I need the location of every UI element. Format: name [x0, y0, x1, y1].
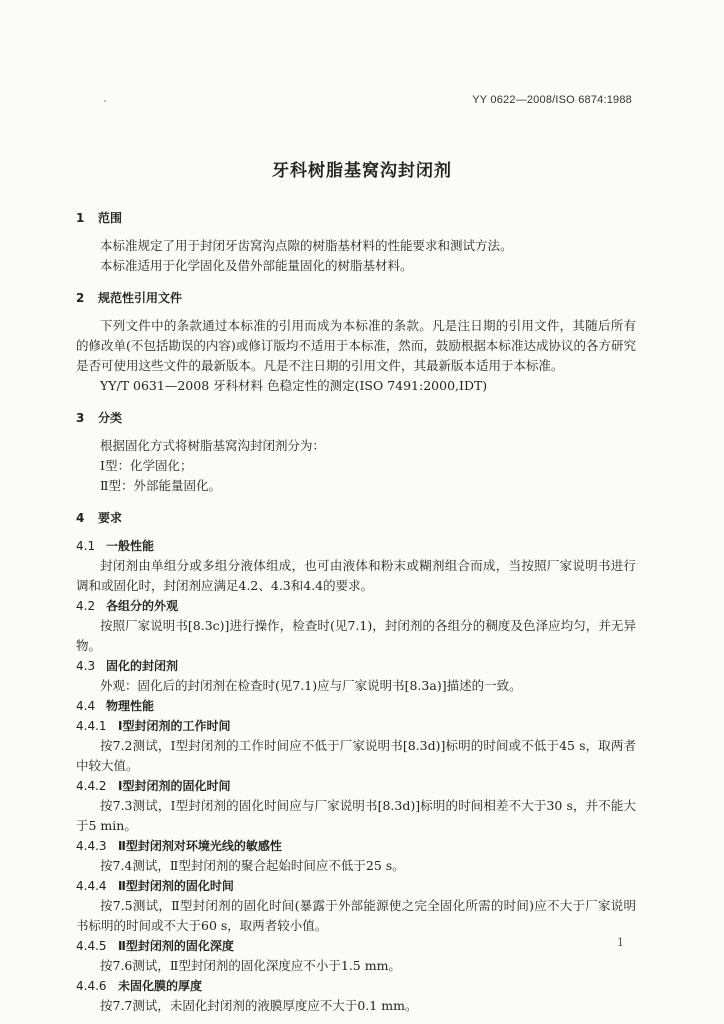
paragraph: 本标准规定了用于封闭牙齿窝沟点隙的树脂基材料的性能要求和测试方法。 [100, 238, 513, 253]
clause-number: 4.4.6 [76, 979, 107, 993]
section-title: 分类 [98, 411, 123, 425]
section-number: 4 [76, 511, 85, 525]
subsection-title: 各组分的外观 [106, 599, 179, 613]
subsection-number: 4.4 [76, 699, 96, 713]
paragraph: 按7.7测试，未固化封闭剂的液膜厚度应不大于0.1 mm。 [100, 998, 418, 1013]
clause-heading-4-4-1 [76, 716, 636, 736]
subsection-number: 4.3 [76, 659, 96, 673]
subsection-heading-4-3 [76, 656, 636, 676]
clause-title: 未固化膜的厚度 [118, 979, 203, 993]
section-number: 1 [76, 211, 85, 225]
subsection-title: 固化的封闭剂 [106, 659, 179, 673]
subsection-heading-4-2 [76, 596, 636, 616]
normative-reference: YY/T 0631—2008 牙科材料 色稳定性的测定(ISO 7491:2000,IDT) [100, 378, 488, 393]
paragraph: 按照厂家说明书[8.3c)]进行操作，检查时(见7.1)，封闭剂的各组分的稠度及色泽应均匀，并无异物。 [76, 618, 636, 653]
clause-heading-4-4-4 [76, 876, 636, 896]
clause-number: 4.4.3 [76, 839, 107, 853]
subsection-heading-4-4 [76, 696, 636, 716]
clause-number: 4.4.2 [76, 779, 107, 793]
clause-heading-4-4-3 [76, 836, 636, 856]
clause-number: 4.4.4 [76, 879, 107, 893]
paragraph: 按7.5测试，Ⅱ型封闭剂的固化时间(暴露于外部能源使之完全固化所需的时间)应不大于厂家说明书标明的时间或不大于60 s，取两者较小值。 [76, 898, 636, 933]
paragraph: 按7.4测试，Ⅱ型封闭剂的聚合起始时间应不低于25 s。 [100, 858, 405, 873]
paragraph: 根据固化方式将树脂基窝沟封闭剂分为： [100, 438, 326, 453]
subsection-title: 一般性能 [106, 539, 155, 553]
clause-title: Ⅰ型封闭剂的固化时间 [118, 779, 231, 793]
clause-title: Ⅰ型封闭剂的工作时间 [118, 719, 231, 733]
section-heading-4 [76, 508, 636, 528]
paragraph: 外观：固化后的封闭剂在检查时(见7.1)应与厂家说明书[8.3a)]描述的一致。 [100, 678, 522, 693]
list-item: Ⅱ型：外部能量固化。 [100, 478, 221, 493]
paragraph: 按7.3测试，Ⅰ型封闭剂的固化时间应与厂家说明书[8.3d)]标明的时间相差不大于30 s，并不能大于5 min。 [76, 798, 636, 833]
scan-speck [104, 100, 106, 102]
clause-title: Ⅱ型封闭剂的固化时间 [118, 879, 234, 893]
section-heading-1 [76, 208, 636, 228]
clause-number: 4.4.5 [76, 939, 107, 953]
clause-heading-4-4-2 [76, 776, 636, 796]
subsection-number: 4.1 [76, 539, 96, 553]
paragraph: 本标准适用于化学固化及借外部能量固化的树脂基材料。 [100, 258, 413, 273]
clause-heading-4-4-5 [76, 936, 636, 956]
list-item: Ⅰ型：化学固化； [100, 458, 193, 473]
paragraph: 下列文件中的条款通过本标准的引用而成为本标准的条款。凡是注日期的引用文件，其随后所有的修改单(不包括勘误的内容)或修订版均不适用于本标准，然而，鼓励根据本标准达成协议的各方研究是否可使用这些文件的最新版本。凡是不注日期的引用文件，其最新版本适用于本标准。 [76, 318, 636, 373]
standard-id: YY 0622—2008/ISO 6874:1988 [472, 94, 632, 106]
subsection-title: 物理性能 [106, 699, 155, 713]
paragraph: 按7.2测试，Ⅰ型封闭剂的工作时间应不低于厂家说明书[8.3d)]标明的时间或不低于45 s，取两者中较大值。 [76, 738, 636, 773]
clause-title: Ⅱ型封闭剂的固化深度 [118, 939, 234, 953]
page-number: 1 [617, 936, 624, 949]
document-title: 牙科树脂基窝沟封闭剂 [272, 161, 452, 181]
section-title: 规范性引用文件 [98, 291, 183, 305]
section-heading-3 [76, 408, 636, 428]
section-number: 3 [76, 411, 85, 425]
subsection-number: 4.2 [76, 599, 96, 613]
clause-heading-4-4-6 [76, 976, 636, 996]
section-title: 范围 [98, 211, 123, 225]
clause-title: Ⅱ型封闭剂对环境光线的敏感性 [118, 839, 282, 853]
section-number: 2 [76, 291, 85, 305]
paragraph: 封闭剂由单组分或多组分液体组成，也可由液体和粉末或糊剂组合而成，当按照厂家说明书进行调和或固化时，封闭剂应满足4.2、4.3和4.4的要求。 [76, 558, 636, 593]
paragraph: 按7.6测试，Ⅱ型封闭剂的固化深度应不小于1.5 mm。 [100, 958, 401, 973]
section-title: 要求 [98, 511, 123, 525]
document-body [76, 208, 636, 1016]
clause-number: 4.4.1 [76, 719, 107, 733]
subsection-heading-4-1 [76, 536, 636, 556]
section-heading-2 [76, 288, 636, 308]
